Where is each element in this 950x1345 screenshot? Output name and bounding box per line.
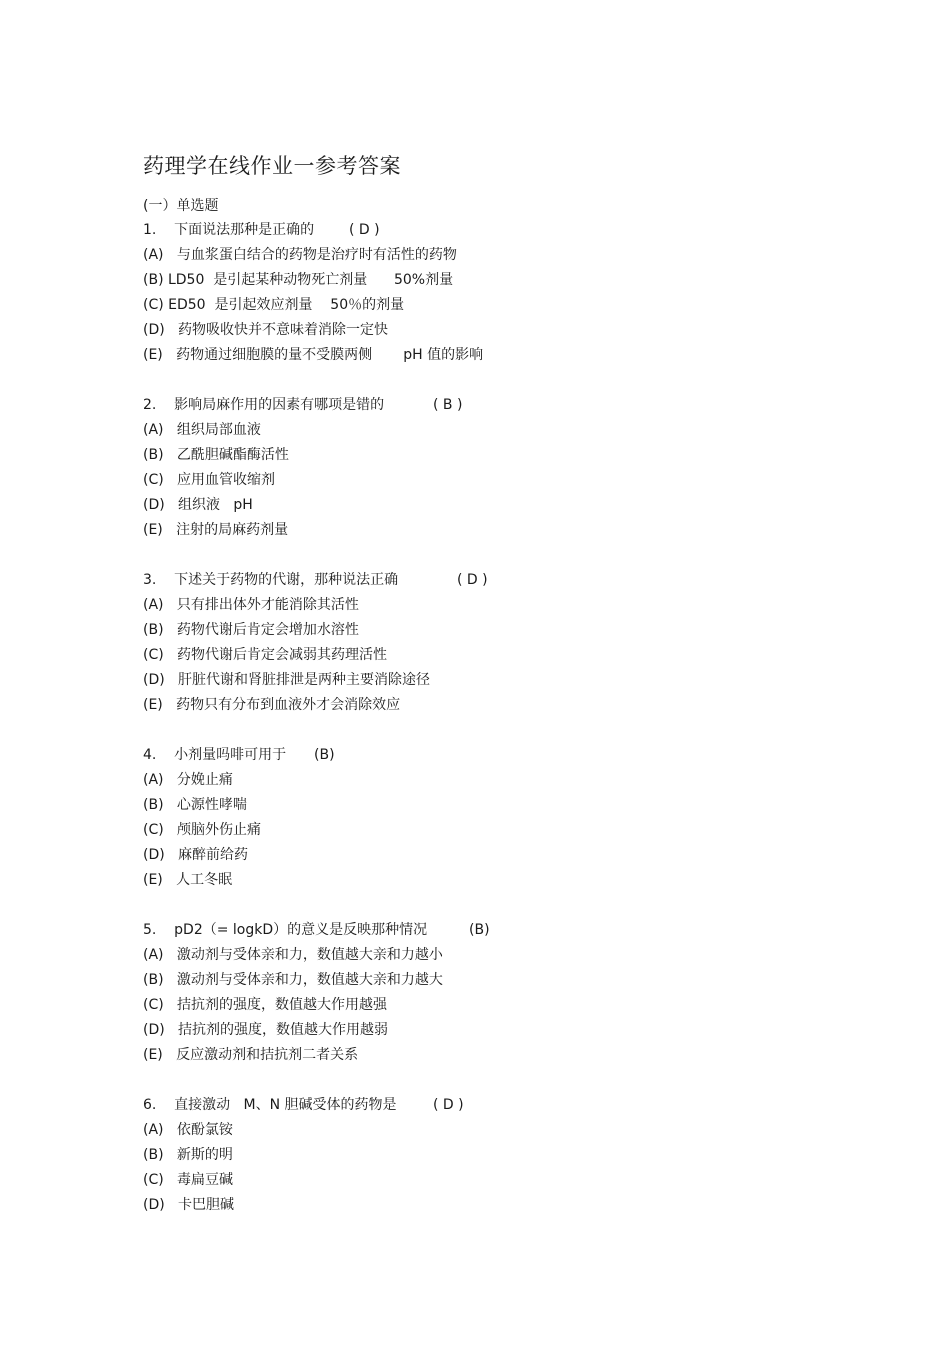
question-4-option-c: (C) 颅脑外伤止痛 — [143, 822, 262, 838]
question-5-option-d: (D) 拮抗剂的强度，数值越大作用越弱 — [143, 1022, 389, 1038]
question-5-option-e: (E) 反应激动剂和拮抗剂二者关系 — [143, 1047, 359, 1063]
question-6-option-c: (C) 毒扁豆碱 — [143, 1172, 234, 1188]
question-4-stem: 4. 小剂量吗啡可用于 — [143, 747, 287, 763]
question-4-option-a: (A) 分娩止痛 — [143, 772, 233, 788]
question-4-answer: (B) — [314, 747, 335, 763]
question-2-answer: ( B ) — [433, 397, 463, 413]
question-1-option-b: (B) LD50 是引起某种动物死亡剂量 50%剂量 — [143, 272, 454, 288]
question-1-stem: 1. 下面说法那种是正确的 — [143, 222, 315, 238]
question-6-option-a: (A) 依酚氯铵 — [143, 1122, 233, 1138]
question-3-option-b: (B) 药物代谢后肯定会增加水溶性 — [143, 622, 359, 638]
question-1-option-e: (E) 药物通过细胞膜的量不受膜两侧 pH 值的影响 — [143, 347, 484, 363]
question-2-option-e: (E) 注射的局麻药剂量 — [143, 522, 289, 538]
question-3-option-d: (D) 肝脏代谢和肾脏排泄是两种主要消除途径 — [143, 672, 431, 688]
question-6-answer: ( D ) — [433, 1097, 464, 1113]
question-5-option-c: (C) 拮抗剂的强度，数值越大作用越强 — [143, 997, 388, 1013]
question-2-option-c: (C) 应用血管收缩剂 — [143, 472, 276, 488]
question-1-option-a: (A) 与血浆蛋白结合的药物是治疗时有活性的药物 — [143, 247, 457, 263]
question-6-option-b: (B) 新斯的明 — [143, 1147, 233, 1163]
question-6-stem: 6. 直接激动 M、N 胆碱受体的药物是 — [143, 1097, 397, 1113]
question-2-option-d: (D) 组织液 pH — [143, 497, 253, 513]
question-3-answer: ( D ) — [457, 572, 488, 588]
question-4-option-d: (D) 麻醉前给药 — [143, 847, 249, 863]
question-4-option-e: (E) 人工冬眠 — [143, 872, 233, 888]
question-2-option-a: (A) 组织局部血液 — [143, 422, 261, 438]
question-2-stem: 2. 影响局麻作用的因素有哪项是错的 — [143, 397, 385, 413]
page-title: 药理学在线作业一参考答案 — [143, 154, 401, 178]
question-3-option-e: (E) 药物只有分布到血液外才会消除效应 — [143, 697, 401, 713]
question-5-answer: (B) — [469, 922, 490, 938]
question-2-option-b: (B) 乙酰胆碱酯酶活性 — [143, 447, 289, 463]
question-1-answer: ( D ) — [349, 222, 380, 238]
question-3-option-c: (C) 药物代谢后肯定会减弱其药理活性 — [143, 647, 388, 663]
question-3-option-a: (A) 只有排出体外才能消除其活性 — [143, 597, 359, 613]
question-1-option-d: (D) 药物吸收快并不意味着消除一定快 — [143, 322, 389, 338]
question-5-option-b: (B) 激动剂与受体亲和力，数值越大亲和力越大 — [143, 972, 443, 988]
question-4-option-b: (B) 心源性哮喘 — [143, 797, 247, 813]
question-6-option-d: (D) 卡巴胆碱 — [143, 1197, 235, 1213]
question-5-option-a: (A) 激动剂与受体亲和力，数值越大亲和力越小 — [143, 947, 443, 963]
question-3-stem: 3. 下述关于药物的代谢，那种说法正确 — [143, 572, 399, 588]
question-5-stem: 5. pD2（= logkD）的意义是反映那种情况 — [143, 922, 428, 938]
question-1-option-c: (C) ED50 是引起效应剂量 50％的剂量 — [143, 297, 405, 313]
section-heading: (一）单选题 — [143, 198, 219, 214]
